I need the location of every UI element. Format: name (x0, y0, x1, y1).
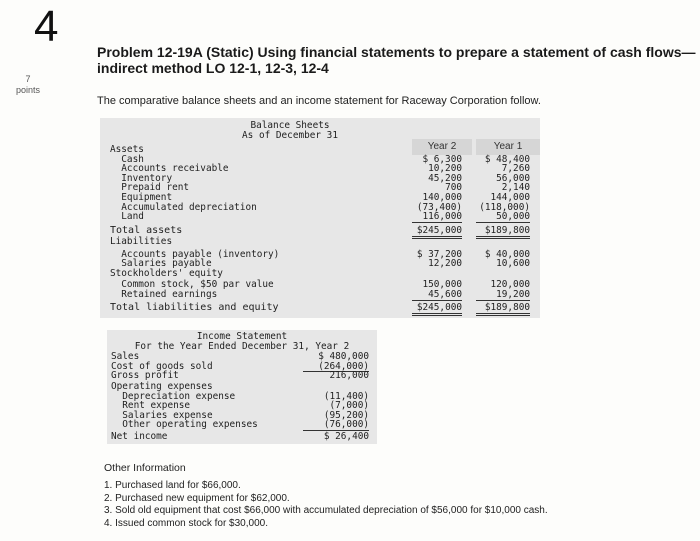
income-statement-title (107, 332, 377, 351)
other-info-item: 1. Purchased land for $66,000. (104, 480, 241, 491)
balance-sheet-title-line1: Balance Sheets (250, 120, 330, 131)
income-row-value: $ 480,000 (318, 351, 369, 362)
balance-row-label: Total assets (110, 225, 183, 236)
points-value: 7 (25, 74, 31, 84)
points-label: points (15, 85, 41, 95)
balance-row-year1-value: $ 48,400 (484, 153, 530, 165)
balance-sheet-title (40, 121, 540, 140)
income-row-label: Cost of goods sold (111, 360, 213, 372)
income-statement-table (107, 330, 377, 444)
income-row-label: Other operating expenses (111, 419, 258, 431)
income-row-label: Rent expense (111, 400, 191, 412)
points-indicator (8, 74, 48, 96)
problem-title: Problem 12-19A (Static) Using financial statements to prepare a statement of cash flows—indirect method LO 12-1, 12-3, 12-4 (97, 44, 696, 76)
balance-row-year2-value: 45,600 (412, 290, 462, 301)
balance-row-year2-value: $ 6,300 (422, 153, 462, 165)
balance-row-label: Retained earnings (110, 289, 218, 300)
income-row-label: Net income (111, 431, 168, 442)
income-row-value: (95,200) (323, 409, 369, 421)
balance-row-label: Common stock, $50 par value (110, 279, 274, 290)
balance-row-label: Land (110, 211, 144, 223)
col-year2-header: Year 2 (412, 139, 472, 155)
balance-row-year2-value: $ 37,200 (416, 248, 462, 260)
balance-row-year1-value: 10,600 (496, 258, 530, 269)
income-row-value: (264,000) (303, 362, 369, 373)
col-year1-header: Year 1 (476, 139, 540, 155)
balance-row-year1-value: 19,200 (476, 290, 530, 301)
balance-sheet-title-line2: As of December 31 (242, 129, 338, 141)
balance-row-label: Inventory (110, 172, 173, 184)
intro-text: The comparative balance sheets and an income statement for Raceway Corporation follow. (97, 95, 541, 107)
income-row-value: (11,400) (323, 390, 369, 402)
balance-row-year1-value: $189,800 (476, 226, 530, 239)
income-row-label: Salaries expense (111, 409, 213, 421)
income-row-label: Depreciation expense (111, 390, 236, 402)
balance-row-year2-value: 700 (445, 182, 462, 194)
balance-row-year1-value: 120,000 (490, 279, 530, 290)
balance-row-label: Assets (110, 144, 144, 155)
balance-row-year2-value: 10,200 (428, 163, 462, 175)
balance-row-year1-value: $189,800 (476, 303, 530, 316)
balance-row-label: Prepaid rent (110, 182, 190, 194)
income-row-value: (7,000) (329, 400, 369, 412)
balance-row-year1-value: $ 40,000 (484, 248, 530, 260)
balance-row-year2-value: 45,200 (428, 172, 462, 184)
balance-row-year1-value: 7,260 (501, 163, 530, 175)
balance-row-year2-value: $245,000 (412, 303, 462, 316)
balance-row-year2-value: (73,400) (416, 201, 462, 213)
balance-row-label: Accounts payable (inventory) (110, 248, 280, 260)
other-info-item: 3. Sold old equipment that cost $66,000 with accumulated depreciation of $56,000 for $10,000 cash. (104, 505, 548, 516)
balance-row-year1-value: 56,000 (496, 172, 530, 184)
balance-row-year2-value: 140,000 (422, 192, 462, 203)
income-row-value: 216,000 (329, 370, 369, 382)
balance-row-year2-value: 12,200 (428, 258, 462, 269)
balance-row-label: Accumulated depreciation (110, 201, 257, 213)
income-row-label: Operating expenses (111, 381, 213, 392)
question-number: 4 (34, 2, 59, 51)
balance-row-label: Cash (110, 153, 144, 165)
income-row-label: Sales (111, 351, 140, 362)
income-row-label: Gross profit (111, 370, 179, 382)
balance-row-year2-value: 116,000 (412, 212, 462, 223)
balance-row-year2-value: $245,000 (412, 226, 462, 239)
other-info-item: 4. Issued common stock for $30,000. (104, 517, 268, 529)
income-row-value: (76,000) (303, 420, 369, 431)
balance-row-label: Liabilities (110, 236, 173, 247)
balance-row-label: Stockholders' equity (110, 268, 223, 279)
balance-row-label: Accounts receivable (110, 163, 229, 175)
income-statement-title-line1: Income Statement (196, 331, 288, 342)
balance-row-label: Equipment (110, 192, 173, 203)
other-info-heading: Other Information (104, 462, 186, 474)
balance-row-year2-value: 150,000 (422, 279, 462, 290)
balance-row-label: Total liabilities and equity (110, 302, 279, 313)
income-statement-title-line2: For the Year Ended December 31, Year 2 (134, 340, 350, 352)
balance-row-year1-value: (118,000) (479, 201, 530, 213)
other-info-item: 2. Purchased new equipment for $62,000. (104, 492, 290, 504)
balance-sheet-table (100, 118, 540, 318)
balance-row-year1-value: 50,000 (476, 212, 530, 223)
other-info-list (104, 480, 548, 530)
balance-row-label: Salaries payable (110, 258, 212, 269)
income-row-value: $ 26,400 (323, 431, 369, 442)
balance-row-year1-value: 144,000 (490, 192, 530, 203)
balance-row-year1-value: 2,140 (501, 182, 530, 194)
